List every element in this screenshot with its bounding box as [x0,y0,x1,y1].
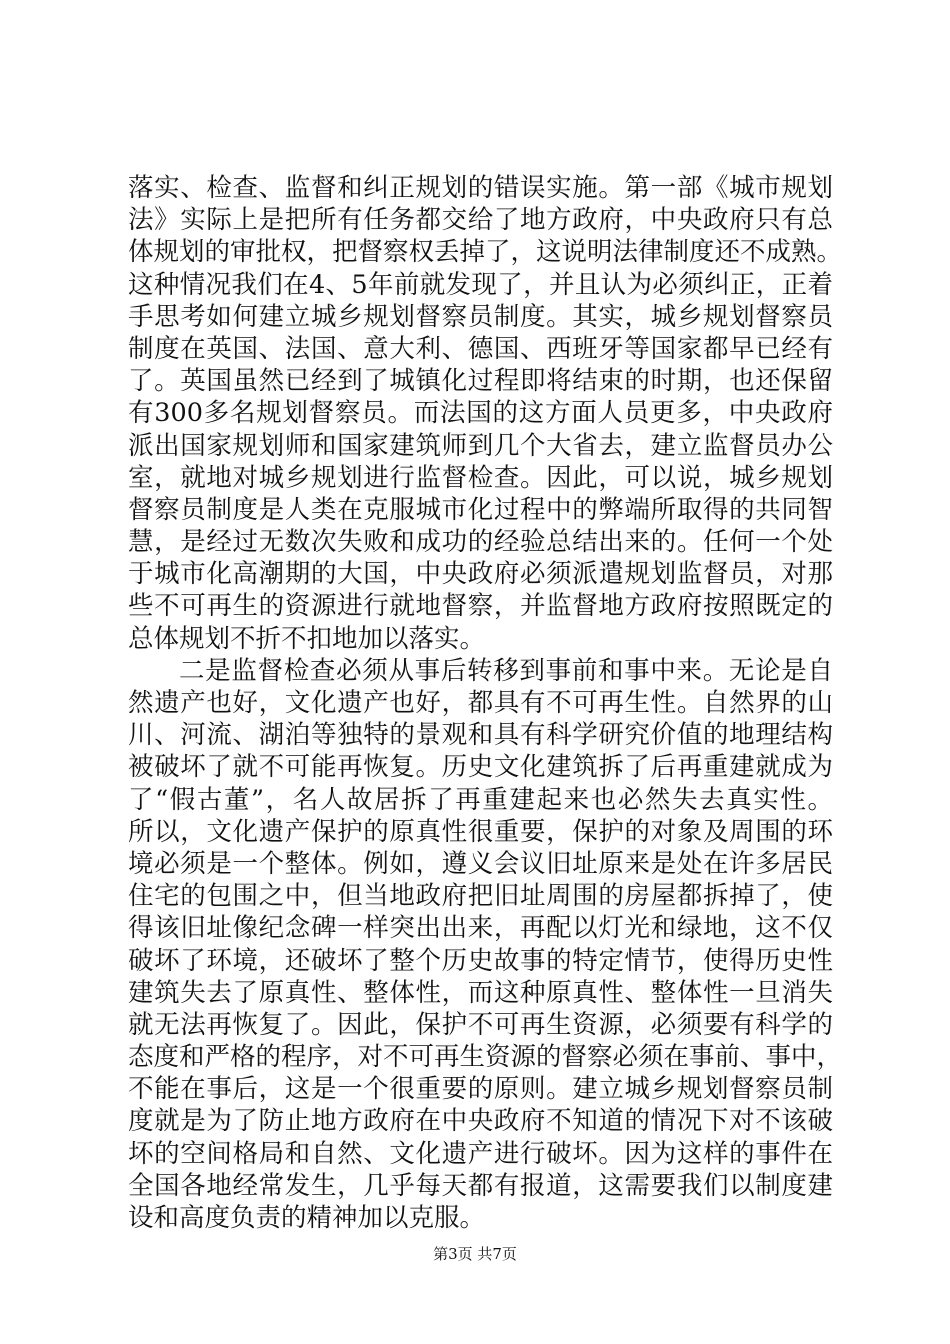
text-line: 手思考如何建立城乡规划督察员制度。其实，城乡规划督察员 [128,301,833,332]
text-line: 住宅的包围之中，但当地政府把旧址周围的房屋都拆掉了，使 [128,881,833,912]
paragraph-end-line: 总体规划不折不扣地加以落实。 [128,623,486,654]
text-line: 全国各地经常发生，几乎每天都有报道，这需要我们以制度建 [128,1170,833,1201]
text-line: 坏的空间格局和自然、文化遗产进行破坏。因为这样的事件在 [128,1138,833,1169]
text-line: 建筑失去了原真性、整体性，而这种原真性、整体性一旦消失 [128,977,833,1008]
text-line: 制度在英国、法国、意大利、德国、西班牙等国家都早已经有 [128,333,833,364]
text-line: 有300多名规划督察员。而法国的这方面人员更多，中央政府 [128,398,833,429]
text-line: 得该旧址像纪念碑一样突出出来，再配以灯光和绿地，这不仅 [128,913,833,944]
text-line: 破坏了环境，还破坏了整个历史故事的特定情节，使得历史性 [128,945,833,976]
paragraph-start-line: 二是监督检查必须从事后转移到事前和事中来。无论是自 [179,655,833,686]
text-line: 然遗产也好，文化遗产也好，都具有不可再生性。自然界的山 [128,688,833,718]
body-text [128,172,843,1234]
text-line: 于城市化高潮期的大国，中央政府必须派遣规划监督员，对那 [128,559,833,590]
text-line: 这种情况我们在4、5年前就发现了，并且认为必须纠正，正着 [128,269,833,300]
text-line: 境必须是一个整体。例如，遵义会议旧址原来是处在许多居民 [128,848,833,879]
text-line: 派出国家规划师和国家建筑师到几个大省去，建立监督员办公 [128,430,833,461]
text-line: 了。英国虽然已经到了城镇化过程即将结束的时期，也还保留 [128,366,833,397]
text-line: 不能在事后，这是一个很重要的原则。建立城乡规划督察员制 [128,1074,833,1105]
text-line: 落实、检查、监督和纠正规划的错误实施。第一部《城市规划 [128,173,833,203]
text-line: 度就是为了防止地方政府在中央政府不知道的情况下对不该破 [128,1106,833,1137]
text-line: 室，就地对城乡规划进行监督检查。因此，可以说，城乡规划 [128,462,833,493]
text-line: 态度和严格的程序，对不可再生资源的督察必须在事前、事中， [128,1042,843,1073]
paragraph-end-line: 设和高度负责的精神加以克服。 [128,1203,486,1233]
text-line: 法》实际上是把所有任务都交给了地方政府，中央政府只有总 [128,205,833,236]
text-line: 了“假古董”，名人故居拆了再重建起来也必然失去真实性。 [128,784,833,815]
text-line: 川、河流、湖泊等独特的景观和具有科学研究价值的地理结构 [128,720,833,751]
text-line: 就无法再恢复了。因此，保护不可再生资源，必须要有科学的 [128,1009,833,1040]
text-line: 些不可再生的资源进行就地督察，并监督地方政府按照既定的 [128,591,833,622]
text-line: 所以，文化遗产保护的原真性很重要，保护的对象及周围的环 [128,816,833,847]
text-line: 体规划的审批权，把督察权丢掉了，这说明法律制度还不成熟。 [128,237,843,268]
text-line: 督察员制度是人类在克服城市化过程中的弊端所取得的共同智 [128,494,833,525]
text-line: 慧，是经过无数次失败和成功的经验总结出来的。任何一个处 [128,527,833,558]
text-line: 被破坏了就不可能再恢复。历史文化建筑拆了后再重建就成为 [128,752,833,783]
page-number-footer: 第3页 共7页 [433,1245,517,1263]
